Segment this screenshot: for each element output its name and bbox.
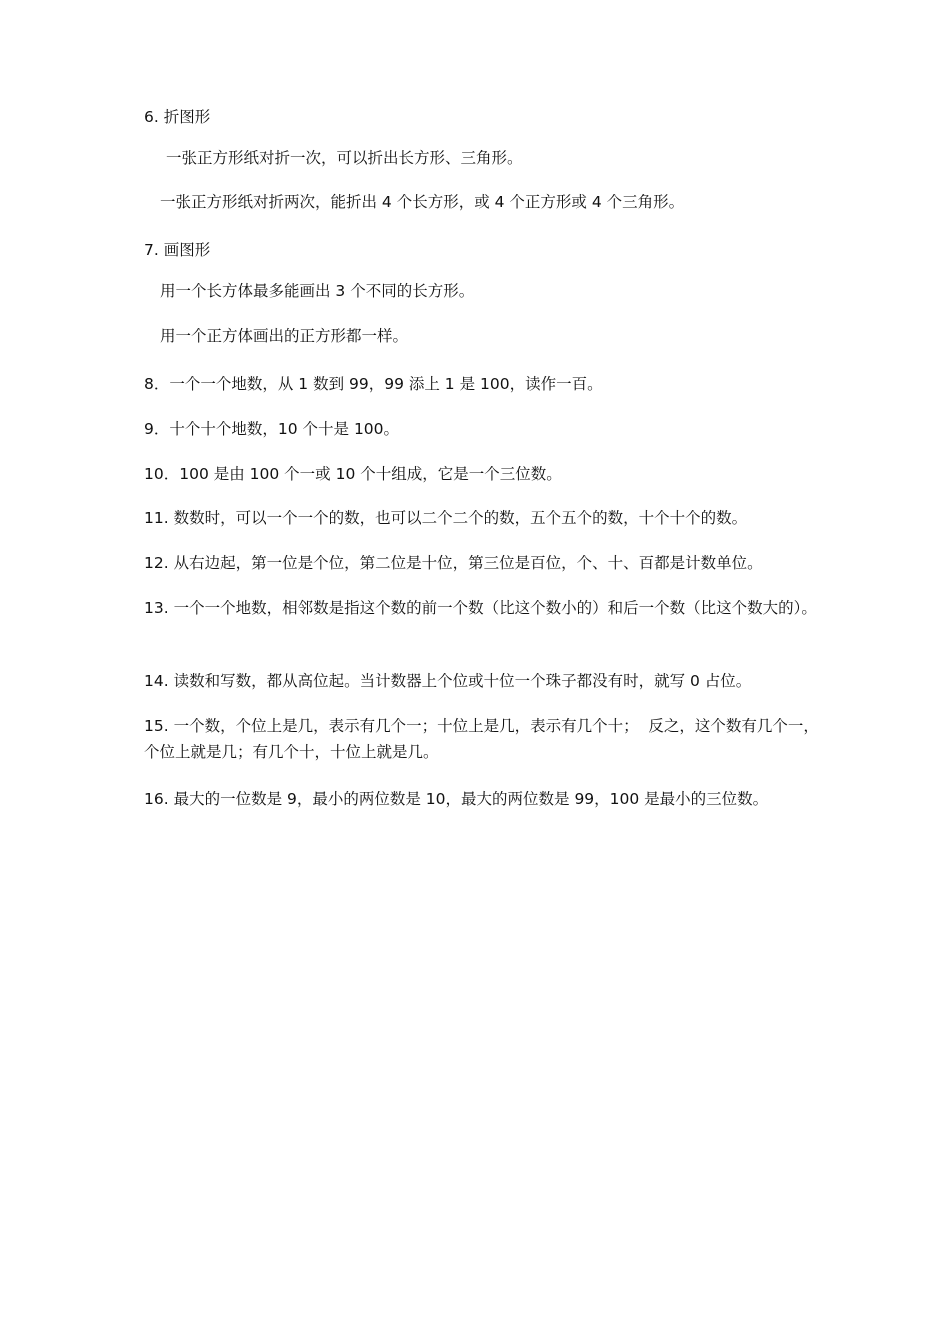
section-6-line-1: 一张正方形纸对折一次，可以折出长方形、三角形。 bbox=[166, 149, 523, 167]
section-7-line-2: 用一个正方体画出的正方形都一样。 bbox=[160, 327, 409, 345]
section-7-title: 7. 画图形 bbox=[144, 241, 211, 259]
section-7-line-1: 用一个长方体最多能画出 3 个不同的长方形。 bbox=[160, 282, 475, 300]
item-11: 11. 数数时，可以一个一个的数，也可以二个二个的数，五个五个的数，十个十个的数。 bbox=[144, 509, 748, 527]
item-14: 14. 读数和写数，都从高位起。当计数器上个位或十位一个珠子都没有时，就写 0 占位。 bbox=[144, 672, 752, 690]
item-16: 16. 最大的一位数是 9，最小的两位数是 10，最大的两位数是 99，100 是最小的三位数。 bbox=[144, 790, 769, 808]
item-9: 9．十个十个地数，10 个十是 100。 bbox=[144, 420, 400, 438]
item-12: 12. 从右边起，第一位是个位，第二位是十位，第三位是百位，个、十、百都是计数单位。 bbox=[144, 554, 763, 572]
section-6-title: 6. 折图形 bbox=[144, 108, 211, 126]
item-8: 8．一个一个地数，从 1 数到 99，99 添上 1 是 100，读作一百。 bbox=[144, 375, 603, 393]
item-13: 13. 一个一个地数，相邻数是指这个数的前一个数（比这个数小的）和后一个数（比这个数大的）。 bbox=[144, 599, 817, 617]
item-15: 15. 一个数，个位上是几，表示有几个一；十位上是几，表示有几个十； 反之，这个数有几个一，个位上就是几；有几个十，十位上就是几。 bbox=[144, 717, 819, 761]
section-6-line-2: 一张正方形纸对折两次，能折出 4 个长方形，或 4 个正方形或 4 个三角形。 bbox=[160, 193, 685, 211]
item-10: 10．100 是由 100 个一或 10 个十组成，它是一个三位数。 bbox=[144, 465, 562, 483]
